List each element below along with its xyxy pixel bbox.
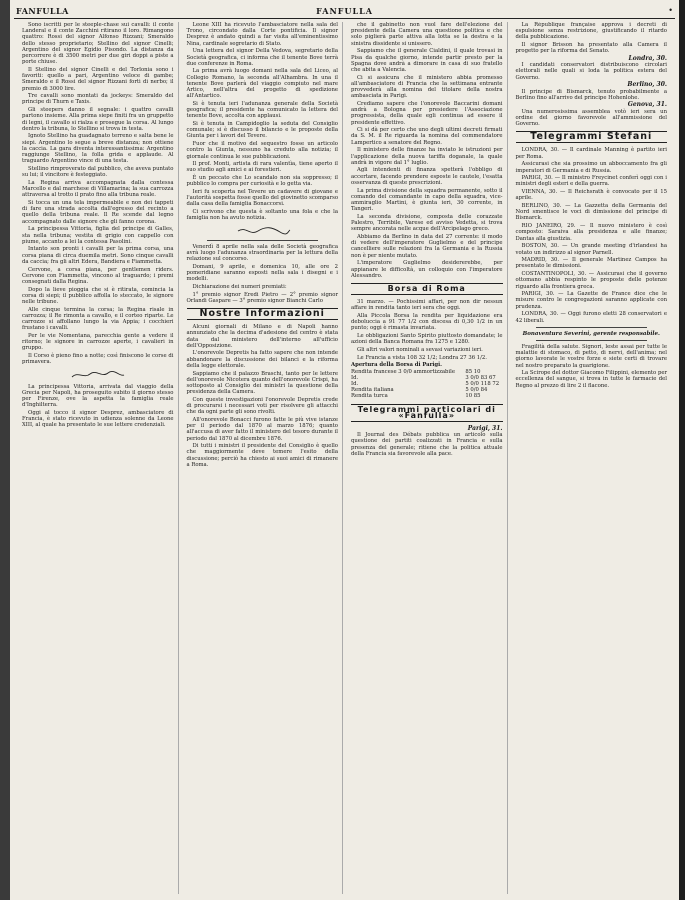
article-paragraph: Sappiamo che il generale Cialdini, il quale trovasi in Pisa da qualche giorno, intende partir presto per la Spagna dove andrà a dimorare in casa di suo fratello che abita a Valencia. — [351, 48, 503, 73]
article-paragraph: Abbiamo da Berlino in data del 27 corrente: il modo di vedere dell'imperatore Guglielmo e del principe cancelliere sulle relazioni fra la Germania e la Russia non è per niente mutato. — [351, 234, 503, 259]
article-paragraph: Il ministero delle finanze ha inviato le istruzioni per l'applicazione della nuova tariffa doganale, la quale andrà in vigore dal 1° luglio. — [351, 147, 503, 166]
table-row: Id. 5 0/0 118 72 — [351, 381, 500, 388]
article-paragraph: Il signor Brisson ha presentato alla Camera il progetto per la riforma del Senato. — [515, 42, 667, 55]
article-paragraph: Una lettera del signor Della Vedova, segretario della Società geografica, ci informa che il tenente Bove terrà due conferenze in Roma. — [186, 48, 338, 67]
table-row: Rendita francese 3 0/0 ammortizzabile 85 10 — [351, 368, 481, 375]
article-paragraph: La seconda divisione, composta delle corazzate Palestro, Terribile, Varese ed avviso Vedetta, si trova sempre ancorata nelle acque dell'Arcipelago greco. — [351, 213, 503, 233]
table-row: Rendita italiana 5 0/0 84 — [351, 387, 488, 394]
article-paragraph: È un peccato che Lo scandalo non sia soppresso; il pubblico lo compra per curiosità e lo getta via. — [186, 175, 338, 188]
article-paragraph: Per le vie Nomentana, parecchia gente a vedere il ritorno; le signore in carrozze aperte, i cavalieri in gruppo. — [22, 333, 174, 352]
column-2 — [183, 22, 344, 894]
stefani-paragraph: BERLINO, 30. — La Gazzetta della Germania del Nord smentisce le voci di dimissione del principe di Bismarck. — [515, 203, 667, 222]
borsa-paragraph: Gli altri valori nominali a sevasi variazioni ieri. — [357, 347, 483, 354]
header-masthead: FANFULLA — [316, 6, 373, 16]
article-paragraph: Gli steepers danno il segnale: i quattro cavalli partono insieme. Alla prima siepe finiti fra un gruppetto di legni, il cavallo si rialza e prosegue la corsa. Al lungo dentro la tribuna, lo Stellino si trova in testa. — [22, 107, 174, 132]
article-paragraph: Il principe di Bismarck, tenuto probabilmente a Berlino fino all'arrivo del principe Hohenlohe. — [515, 88, 667, 101]
column-1 — [18, 22, 179, 894]
borsa-table-title: Apertura della Borsa di Parigi. — [351, 362, 442, 369]
article-paragraph: Si tocca un una tela impermeabile e non dei tappeti di fare una strada accolta dall'egresso del recinto a quello della tribuna reale. Il Re scende dal legno accompagnato dalle signore che gli fanno corona. — [22, 199, 174, 225]
table-row: Rendita turca 10 85 — [351, 393, 481, 400]
article-paragraph: Si è tenuta ieri l'adunanza generale della Società geografica; il presidente ha comunicato la lettera del tenente Bove, accolta con applausi. — [186, 100, 338, 120]
dateline-genova: Genova, 31. — [627, 101, 667, 109]
info-paragraph: All'onorevole Bonacci furono fatte le più vive istanze per il periodo dal 1870 al marzo 1876; quanto all'accusa di aver fatto il ministero del tesoro durante il periodo dal 1870 al dicembre 1876. — [186, 416, 338, 442]
section-title-telegrammi-fanfulla: Telegrammi particolari di «Fanfulla» — [351, 404, 503, 422]
column-3 — [347, 22, 508, 894]
gerente-responsabile: Bonaventura Severini, gerente responsabile. — [522, 330, 660, 337]
stefani-paragraph: VIENNA, 30. — Il Reichsrath è convocato per il 15 aprile. — [515, 189, 667, 202]
header-left-title: FANFULLA — [16, 6, 69, 16]
stefani-paragraph: PARIGI, 30. — La Gazette de France dice che le misure contro le congregazioni saranno applicate con prudenza. — [515, 291, 667, 310]
stefani-paragraph: PARIGI, 30. — Il ministro Freycinet conferì oggi con i ministri degli esteri e della guerra. — [515, 175, 667, 188]
article-paragraph: Una numerosissima assemblea votò ieri sera un ordine del giorno favorevole all'ammissione del Governo. — [515, 108, 667, 128]
borsa-paragraph: Alla Piccola Borsa la rendita per liquidazione era deboluccia a 91 77 1/2 con discesa di 0,30 1/2 in un punto; oggi è rimasta invariata. — [351, 313, 503, 332]
article-paragraph: Il Stellino del signor Cinelli e del Torlonia sono i favoriti: quello a pari, Argentino veloce di gambe; Smeraldo e il Rossi del signor Rizzani forti di nerbo; il premio di 3000 lire. — [22, 66, 174, 92]
dateline-berlino: Berlino, 30. — [627, 81, 667, 89]
article-paragraph: Ieri fu scoperta nel Tevere un cadavere di giovane e l'autorità sospetta fosse quello del giovinetto scomparso dalla casa della famiglia Bonaccorsi. — [186, 189, 339, 208]
article-paragraph: Ci si assicura che il ministero abbia promesso all'ambasciatore di Francia che la settimana entrante provvederà alla nomina del titolare della nostra ambasciata in Parigi. — [351, 74, 503, 100]
article-paragraph: Leone XIII ha ricevuto l'ambasciatore nella sala del Trono, circondato dalla Corte pontificia. Il signor Desprez è andato quindi a far visita all'eminentissimo Nina, cardinale segretario di Stato. — [186, 22, 338, 47]
article-paragraph: che il gabinetto non vuol fare dell'elezione del presidente della Camera una questione politica e che solo piglierà parte attiva alla lotta se la destra e la sinistra dissidente si unissero. — [351, 22, 503, 47]
section-title-stefani: Telegrammi Stefani — [516, 131, 668, 143]
notice-paragraph: Domani, 9 aprile, e domenica 10, alle ore 2 pomeridiane saranno esposti nella sala i disegni e i modelli. — [186, 263, 338, 283]
article-paragraph: La principessa Vittoria, figlia del principe di Galles, sta nella tribuna; vestita di grigio con cappello con piume, accanto a lei la contessa Pasolini. — [22, 226, 174, 245]
stefani-paragraph: LONDRA, 30. — Il cardinale Manning è partito ieri per Roma. — [515, 147, 667, 160]
section-title-informazioni: Nostre Informazioni — [187, 308, 339, 320]
article-paragraph: Crediamo sapere che l'onorevole Baccarini domani andrà a Bologna per presiedere l'Associazione progressista, della quale egli continua ad essere il presidente effettivo. — [351, 100, 503, 126]
divider — [207, 240, 319, 241]
info-paragraph: Sappiamo che il palazzo Braschi, tanto per le lettere dell'onorevole Nicotera quanto dell'onorevole Crispi, ha sottoposto al Consiglio dei ministri la questione della presidenza della Camera. — [186, 370, 338, 396]
header-page-mark: • — [668, 6, 673, 15]
article-paragraph: Intanto son pronti i cavalli per la prima corsa, una corsa piana di circa duemila metri. Sono cinque cavalli da caccia; fra gli altri Edera, Bandiera e Fiammetta. — [22, 246, 174, 265]
article-paragraph: Il prof. Monti, artista di rara valentìa, tiene aperto il suo studio agli amici e ai forestieri. — [186, 161, 338, 174]
borsa-table — [351, 369, 503, 400]
columns — [18, 22, 671, 894]
info-paragraph: L'onorevole Depretis ha fatto sapere che non intende abbandonare la discussione dei bilanci e la riforma della legge elettorale. — [186, 350, 338, 369]
dateline-londra: Londra, 30. — [628, 55, 667, 63]
page-header — [14, 6, 675, 19]
article-paragraph: Cervone, a corsa piana, per gentlemen riders. Cervone con Fiammetta, vincono al traguardo; i premi consegnati dalla Regina. — [22, 266, 174, 285]
article-paragraph: La prima avrà luogo domani nella sala del Liceo, al Collegio Romano, la seconda all'Alhambra. In una il tenente Bove parlerà del viaggio compiuto nel mare Artico, nell'altra del progetto di spedizione all'Antartico. — [186, 68, 338, 100]
signature-flourish — [68, 369, 128, 381]
article-paragraph: La prima divisione della squadra permanente, sotto il comando del comandante in capo della squadra, vice-ammiraglio Martini, è giunta ieri, 30 corrente, in Tangeri. — [351, 187, 503, 213]
stefani-paragraph: LONDRA, 30. — Oggi furono eletti 28 conservatori e 42 liberali. — [515, 311, 667, 324]
borsa-paragraph: 31 marzo. — Pochissimi affari, per non dir nessun affare in rendita tanto ieri sera che oggi. — [351, 299, 503, 312]
article-paragraph: Ci si dà per certo che uno degli ultimi decreti firmati da S. M. il Re riguarda la nomina del commendatore Lampertico a senatore del Regno. — [351, 127, 503, 146]
article-paragraph: L'imperatore Guglielmo desidererebbe, per appianare le difficoltà, un colloquio con l'imperatore Alessandro. — [351, 260, 503, 279]
borsa-paragraph: Le Francia a vista 108 32 1/2; Londra 27 36 1/2. — [357, 354, 487, 361]
article-paragraph: Sono iscritti per le steeple-chase sui cavalli: il conte Landeral e il conte Zacchini ritirano il loro. Rimangono quattro: Rossi del signor Alfonso Rizzani; Smeraldo dello stesso proprietario; Stellino del signor Cinelli; Argentino del signor Egidio Pisondo. La distanza da percorrere è di 3500 metri per due giri doppi a piste a porte chiuse. — [22, 22, 174, 66]
stefani-paragraph: RIO JANEIRO, 29. — Il nuovo ministero è così composto: Saraiva alla presidenza e alle finanze; Dantas alla giustizia. — [515, 223, 667, 242]
stefani-paragraph: BOSTON, 30. — Un grande meeting d'irlandesi ha votato un indirizzo al signor Parnell. — [515, 243, 667, 256]
article-paragraph: La Regina arriva accompagnata dalla contessa Marcello e dal marchese di Villamarina; la sua carrozza attraversa al trotto il prato fino alla tribuna reale. — [22, 179, 174, 199]
table-row: Id. 3 0/0 83 67 — [351, 374, 496, 381]
article-paragraph: Oggi al tocco il signor Desprez, ambasciatore di Francia, è stato ricevuto in udienza solenne da Leone XIII, al quale ha presentato le sue lettere credenziali. — [22, 409, 174, 429]
article-paragraph: Alle cinque termina la corsa; la Regina risale in carrozza; il Re rimonta a cavallo, e il corteo riparte. Le carrozze si affollano lungo la via Appia; i cocchieri frustano i cavalli. — [22, 306, 174, 332]
info-paragraph: Con queste investigazioni l'onorevole Depretis crede di procurarsi i necessari voti per risolvere gli attacchi che da ogni parte gli sono rivolti. — [186, 396, 338, 416]
article-paragraph: I candidati conservatori distribuiscono circolari elettorali nelle quali si loda la politica estera del Governo. — [515, 62, 667, 81]
article-paragraph: Stellino rimproverato dal pubblico, che aveva puntato su lui; il vincitore è festeggiato. — [22, 165, 174, 179]
divider — [536, 340, 648, 341]
article-paragraph: Dopo la lieve pioggia che si è ritirata, comincia la corsa di siepi; il pubblico affolla lo steccato, le signore nelle tribune. — [22, 286, 174, 306]
stefani-paragraph: MADRID, 30. — Il generale Martinez Campos ha presentato le dimissioni. — [515, 257, 667, 270]
right-binding-strip — [679, 0, 685, 900]
notice-paragraph: 1° premio signor Eredi Pietro — 2° premio signor Orlandi Gaspare — 3° premio signor Bianchi Carlo — [186, 291, 338, 304]
signature-flourish — [232, 225, 292, 237]
ad-paragraph: Fragilità della salute. Signori, leste assai per tutte le malattie di stomaco, di petto, di nervi, dell'anima; nel giorno lavorate le vostre forze e siete certi di trovare nel nostro preparato la guarigione. — [515, 343, 667, 369]
borsa-paragraph: Le obbligazioni Santo Spirito piuttosto domandate; le azioni della Banca Romana fra 1275 e 1280. — [351, 333, 503, 346]
article-paragraph: Agli intendenti di finanza spetterà l'obbligo di accertare, facendo prendere esposte le cautele, l'esatta osservanza di queste prescrizioni. — [351, 167, 503, 186]
notice-paragraph: Dichiarazione dei numeri premiati: — [192, 283, 287, 290]
article-paragraph: Fuor che il motivo del sequestro fosse un articolo contro la Giunta, nessuno ha creduto alla notizia; il giornale continua le sue pubblicazioni. — [186, 141, 338, 160]
info-paragraph: Alcuni giornali di Milano e di Napoli hanno annunziato che la decima d'adesione del centro è stata data dal ministero dell'interno all'ufficio dell'Opposizione. — [186, 324, 338, 349]
article-paragraph: Tre cavalli sono montati da jockeys: Smeraldo del principe di Thurn e Taxis. — [22, 93, 174, 106]
section-title-borsa: Borsa di Roma — [351, 283, 503, 295]
stefani-paragraph: COSTANTINOPOLI, 30. — Assicurasi che il governo ottomano abbia respinto le proposte delle potenze riguardo alla frontiera greca. — [515, 271, 667, 290]
article-paragraph: La principessa Vittoria, arrivata dal viaggio della Grecia per Napoli, ha proseguito subito il giorno stesso per Firenze, ove la aspetta la famiglia reale d'Inghilterra. — [22, 383, 174, 409]
column-4 — [512, 22, 672, 894]
ad-paragraph: La Scirope del dottor Giacomo Filippini, elemento per eccellenza del sangue, si trova in tutte le farmacie del Regno al prezzo di lire 2 il flacone. — [515, 370, 667, 389]
divider — [536, 327, 648, 328]
telegram-paragraph: Il Journal des Débats pubblica un articolo sulla questione dei partiti coalizzati in Francia e sulla presenza del generale; ritiene che la politica attuale della Francia sia favorevole alla pace. — [351, 432, 503, 457]
notice-paragraph: Venerdì 8 aprile nella sala delle Società geografica avrà luogo l'adunanza straordinaria per la lettura della relazione sul concorso. — [186, 243, 338, 262]
article-paragraph: Ignoto Stellino ha guadagnato terreno e salta bene le siepi. Argentino lo segue a breve distanza; non ottiene la caccia. La gara diventa interessantissima: Argentino raggiunge Stellino, la folla grida e applaude. Al traguardo Argentino vince di una testa. — [22, 133, 174, 165]
article-paragraph: Il Corso è pieno fino a notte; così finiscono le corse di primavera. — [22, 353, 174, 366]
article-paragraph: Ci scrivono che questa è soltanto una fola e che la famiglia non ha avuto notizia. — [186, 209, 338, 222]
left-binding-strip — [0, 0, 10, 900]
info-paragraph: Di tutti i ministri il presidente del Consiglio è quello che maggiormente deve temere l'esito della discussione; perciò ha chiesto ai suoi amici di rimanere a Roma. — [186, 443, 338, 468]
article-paragraph: La République française approva i decreti di espulsione senza restrizione, giustificando il ritardo della pubblicazione. — [515, 22, 667, 41]
stefani-paragraph: Assicurasi che sia prossimo un abboccamento fra gli imperatori di Germania e di Russia. — [515, 161, 667, 174]
telegram-dateline: Parigi, 31. — [467, 425, 503, 433]
article-paragraph: Si è tenuta in Campidoglio la seduta del Consiglio comunale; si è discusso il bilancio e le proposte della Giunta per i lavori del Tevere. — [186, 121, 338, 140]
